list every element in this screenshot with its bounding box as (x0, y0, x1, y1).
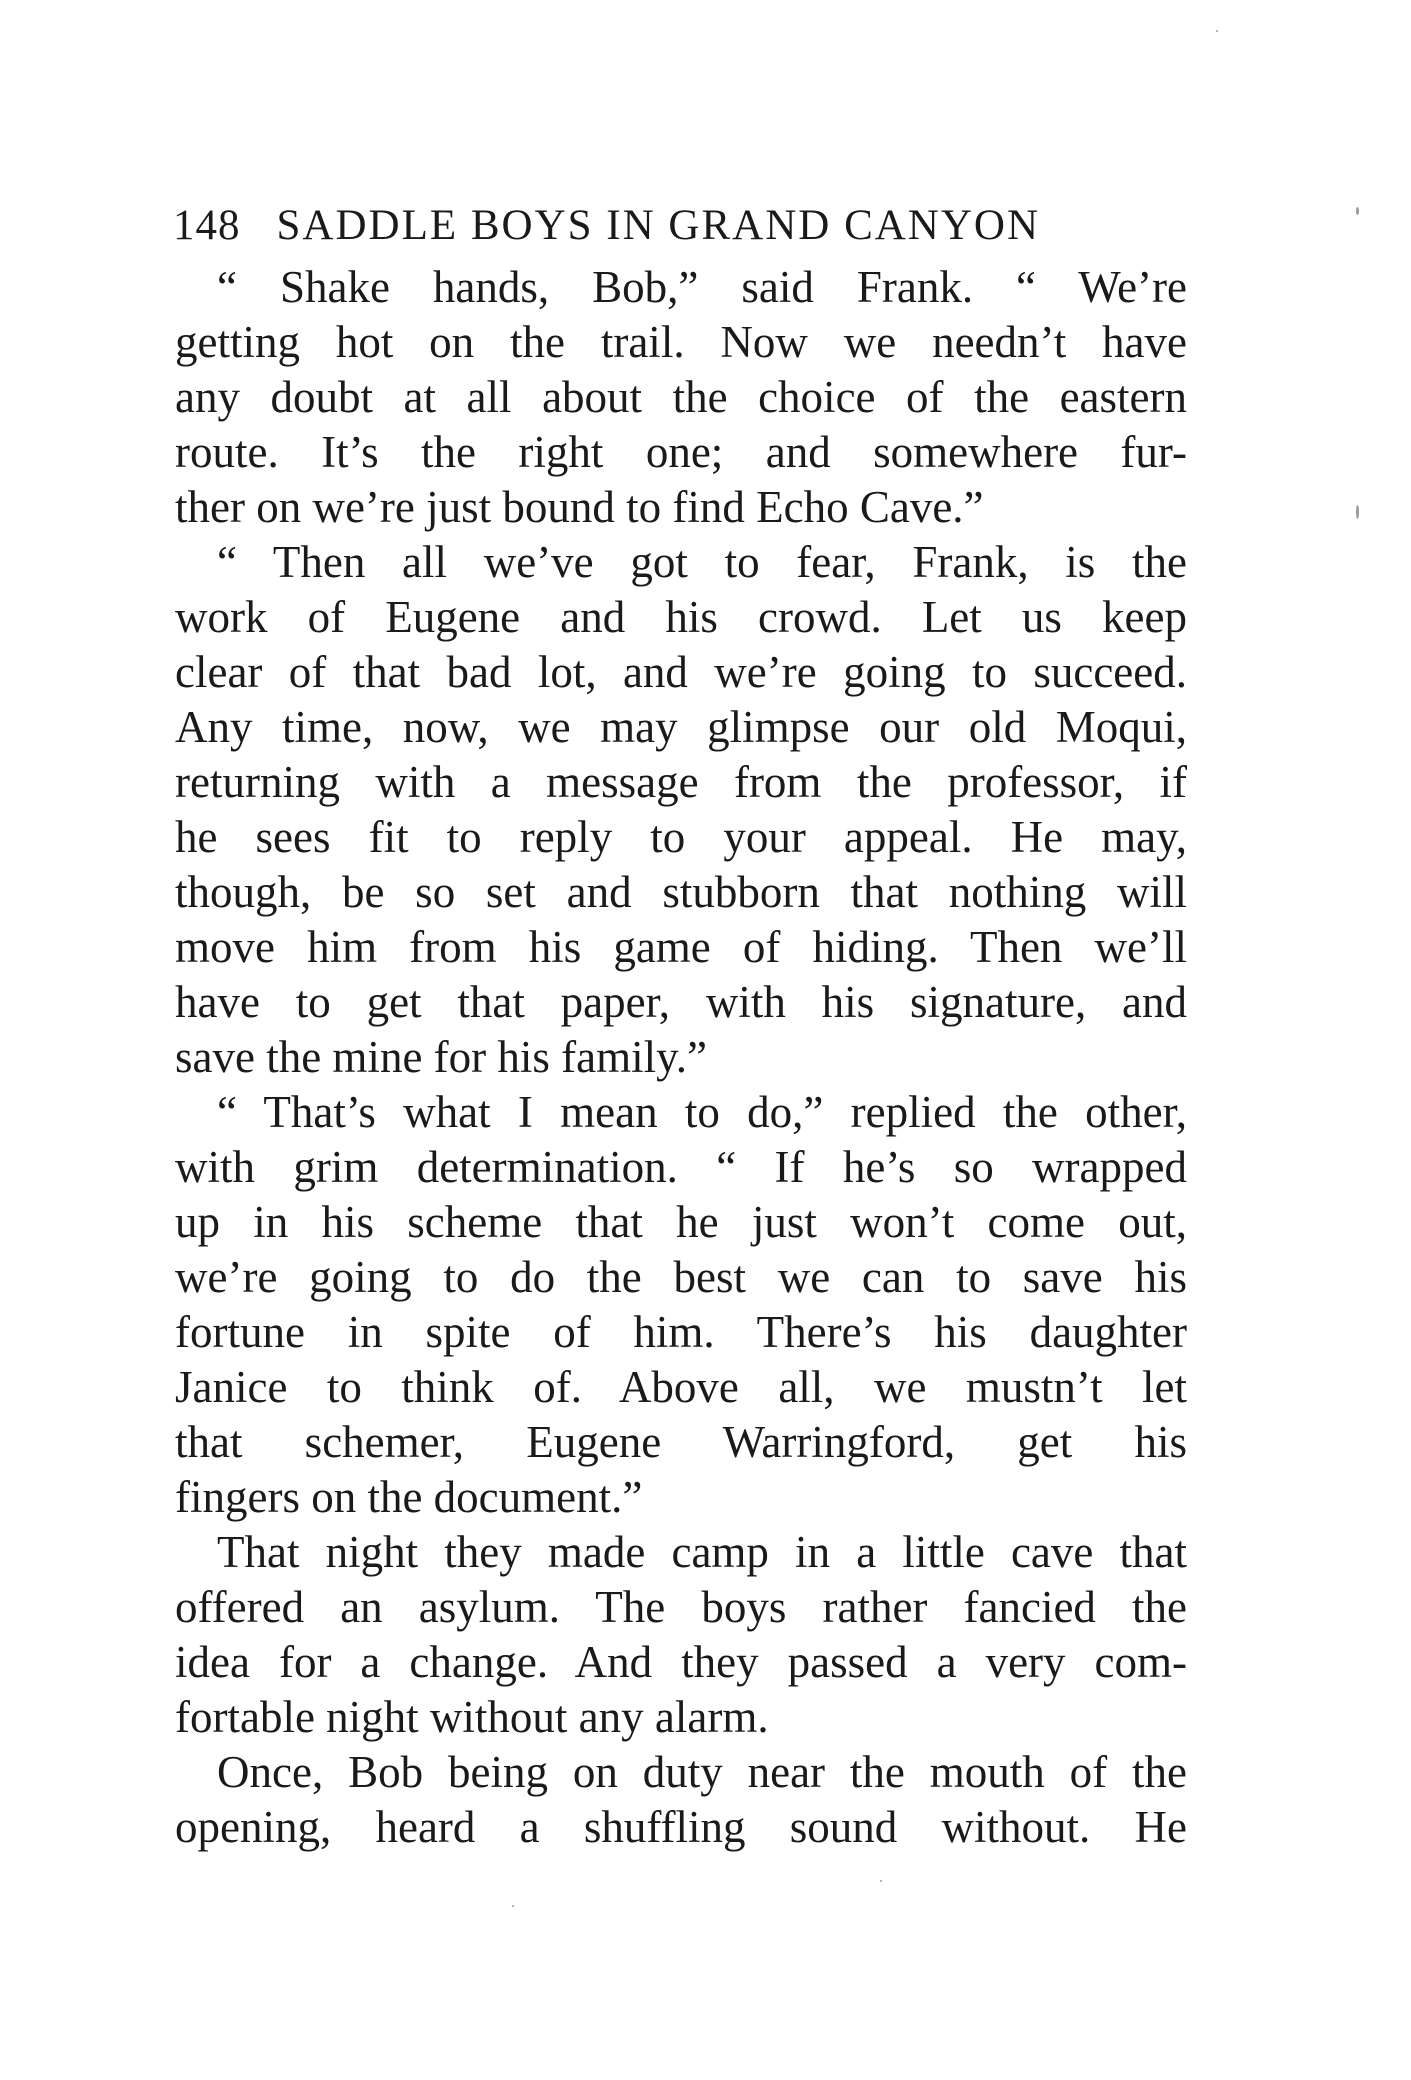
running-head (173, 196, 1188, 256)
scan-speck (1356, 505, 1359, 519)
text-line: fingers on the document.” (175, 1472, 643, 1522)
text-line: save the mine for his family.” (175, 1032, 707, 1082)
page-number: 148 (173, 202, 241, 249)
body-text (175, 260, 1187, 1855)
book-title: SADDLE BOYS IN GRAND CANYON (276, 202, 1041, 249)
text-line: “ Shake hands, Bob,” said Frank. “ We’re (217, 262, 1187, 312)
text-line: “ Then all we’ve got to fear, Frank, is the (217, 537, 1187, 587)
scan-speck (880, 1880, 882, 1882)
text-line: offered an asylum. The boys rather fancied the (175, 1582, 1187, 1632)
text-line: idea for a change. And they passed a very com- (175, 1637, 1187, 1687)
text-line: Any time, now, we may glimpse our old Moqui, (175, 702, 1187, 752)
text-line: Janice to think of. Above all, we mustn’t let (175, 1362, 1187, 1412)
text-line: ther on we’re just bound to find Echo Cave.” (175, 482, 984, 532)
text-line: returning with a message from the professor, if (175, 757, 1187, 807)
text-line: getting hot on the trail. Now we needn’t have (175, 317, 1187, 367)
text-line: move him from his game of hiding. Then we’ll (175, 922, 1187, 972)
text-line: That night they made camp in a little cave that (217, 1527, 1187, 1577)
text-line: any doubt at all about the choice of the eastern (175, 372, 1187, 422)
text-line: “ That’s what I mean to do,” replied the other, (217, 1087, 1187, 1137)
scan-speck (1356, 207, 1359, 215)
text-line: Once, Bob being on duty near the mouth of the (217, 1747, 1187, 1797)
text-line: route. It’s the right one; and somewhere fur- (175, 427, 1187, 477)
text-line: up in his scheme that he just won’t come out, (175, 1197, 1187, 1247)
text-line: opening, heard a shuffling sound without. He (175, 1802, 1187, 1852)
text-line: that schemer, Eugene Warringford, get his (175, 1417, 1187, 1467)
text-line: he sees fit to reply to your appeal. He may, (175, 812, 1187, 862)
text-line: though, be so set and stubborn that nothing will (175, 867, 1187, 917)
text-line: clear of that bad lot, and we’re going to succeed. (175, 647, 1187, 697)
scan-speck (1216, 30, 1218, 32)
text-line: work of Eugene and his crowd. Let us keep (175, 592, 1187, 642)
text-line: fortune in spite of him. There’s his daughter (175, 1307, 1187, 1357)
text-line: have to get that paper, with his signature, and (175, 977, 1187, 1027)
text-line: with grim determination. “ If he’s so wrapped (175, 1142, 1187, 1192)
text-line: we’re going to do the best we can to save his (175, 1252, 1187, 1302)
text-line: fortable night without any alarm. (175, 1692, 769, 1742)
scan-speck (512, 1905, 514, 1907)
